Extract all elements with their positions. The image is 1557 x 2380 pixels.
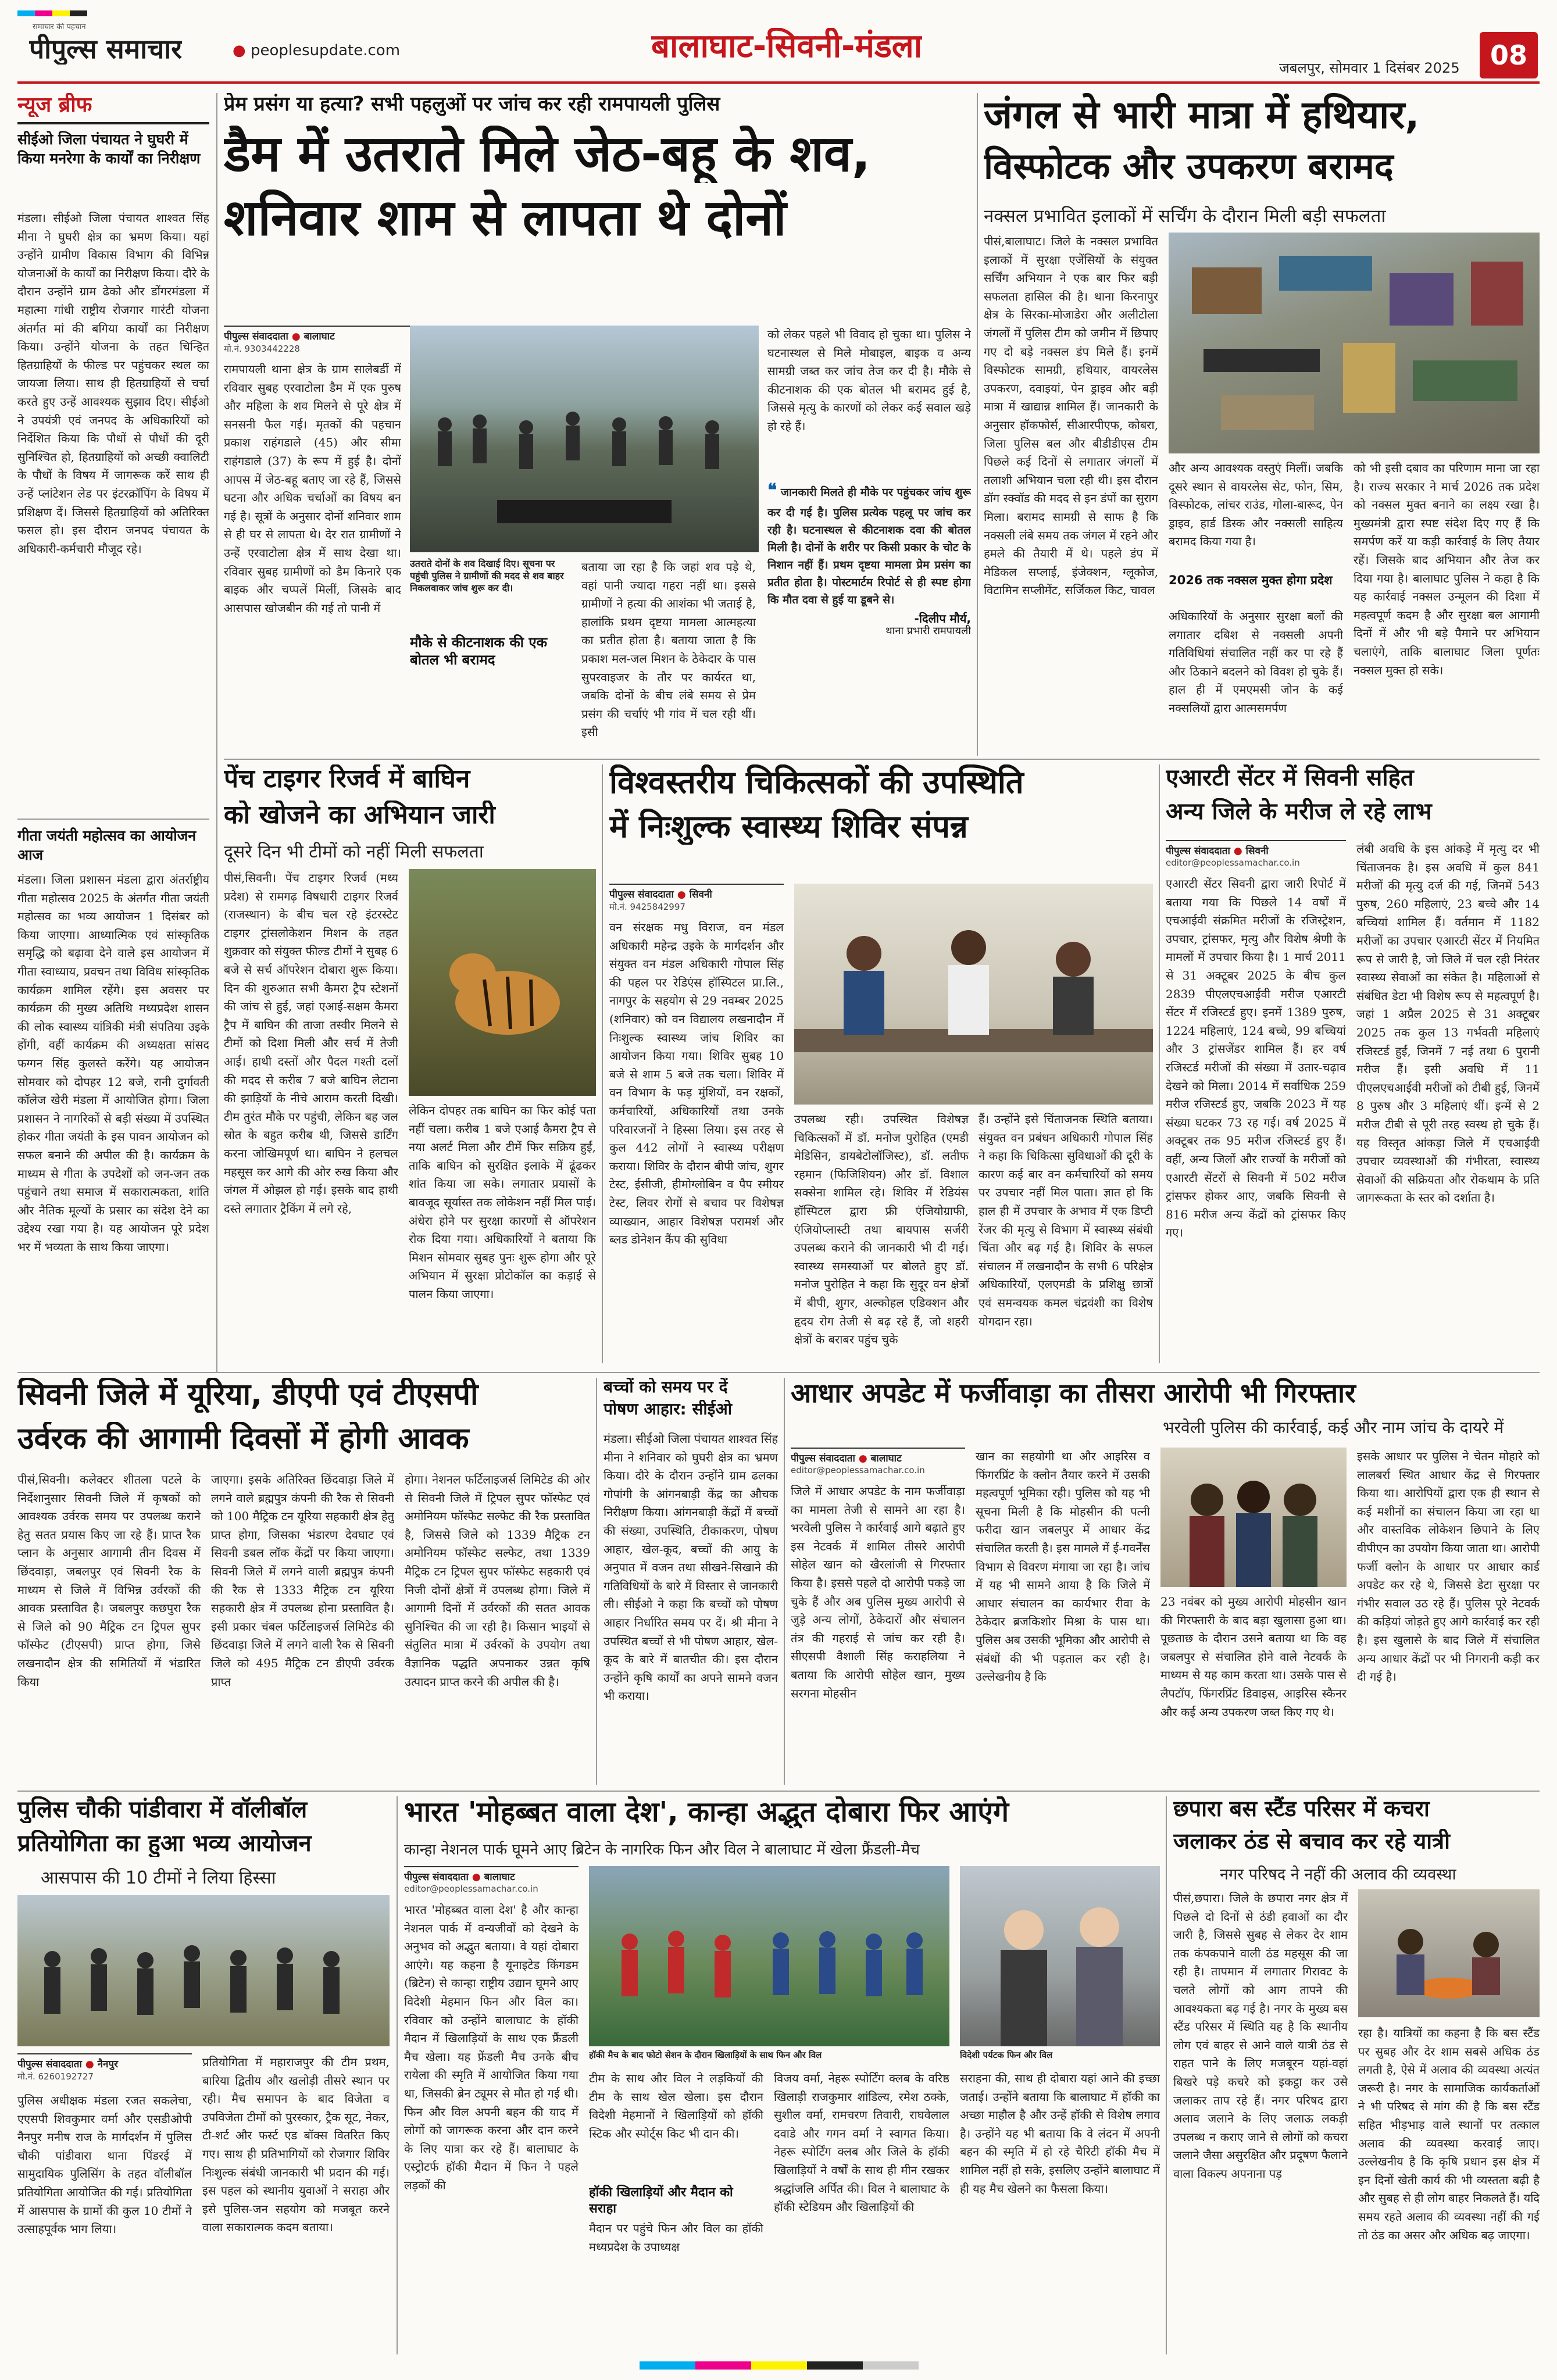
art-email: editor@peoplessamachar.co.in [1166, 857, 1300, 868]
aadhaar-photo [1160, 1448, 1347, 1587]
brief-item1-text: मंडला। सीईओ जिला पंचायत शाश्वत सिंह मीना ने घुघरी क्षेत्र का भ्रमण किया। यहां उन्होंने ग्रामीण विकास विभाग की विभिन्न योजनाओं के कार्यों का निरीक्षण किया। दौरे के दौरान उन्होंने ग्राम ढेको और डोंगरमंडला में महात्मा गांधी राष्ट्रीय रोजगार गारंटी योजना अंतर्गत मां की बगिया कार्यों का निरीक्षण किया। उन्होंने योजना के तहत चिन्हित हितग्राहियों के फील्ड पर पहुंचकर स्थल का जायजा लिया। साथ ही हितग्राहियों से चर्चा करते हुए उन्हें आवश्यक सुझाव दिए। सीईओ ने उपयंत्री एवं जनपद के अधिकारियों को निर्देशित किया कि पौधों से पौधों की दूरी सुनिश्चित हो, हितग्राहियों को अच्छी क्वालिटी के पौधों के विषय में जागरूक करें साथ ही उन्हें प्लांटेशन लेड पर इंटरक्रॉपिंग के विषय में प्रशिक्षण दें। जिससे हितग्राहियों को अतिरिक्त फसल हो। इस दौरान जनपद पंचायत के अधिकारी-कर्मचारी मौजूद रहे। [17, 211, 209, 556]
tiger-subhead: दूसरे दिन भी टीमों को नहीं मिली सफलता [224, 842, 484, 862]
nutrition-story [603, 1378, 778, 1785]
brief-item2-title: गीता जयंती महोत्सव का आयोजन आज [17, 827, 197, 863]
rule-volleyball [397, 1796, 398, 2354]
bharat-col4: सराहना की, साथ ही दोबारा यहां आने की इच्छा जताई। उन्होंने बताया कि बालाघाट में हॉकी का अच्छा माहौल है और उन्हें हॉकी से विशेष लगाव है। उन्होंने यह भी बताया कि वे लंदन में अपनी बहन की स्मृति में हो रहे चैरिटी हॉकी मैच में शामिल नहीं हो सके, इसलिए उन्होंने बालाघाट में ही यह मैच खेलने का फैसला किया। [960, 2071, 1160, 2196]
bharat-col2: टीम के साथ और विल ने लड़कियों की टीम के साथ खेल खेला। इस दौरान विदेशी मेहमानों ने खिलाड़ियों को हॉकी स्टिक और स्पोर्ट्स किट भी दान की। [589, 2071, 763, 2140]
volleyball-headline-2: प्रतियोगिता का हुआ भव्य आयोजन [17, 1830, 312, 1857]
lead-headline-2: शनिवार शाम से लापता थे दोनों [224, 190, 787, 247]
nutrition-headline-2: पोषण आहार: सीईओ [603, 1400, 733, 1418]
lead-col2b: बताया जा रहा है कि जहां शव पड़े थे, वहां पानी ज्यादा गहरा नहीं था। इससे ग्रामीणों ने हत्या की आशंका भी जताई है, हालांकि प्रथम दृष्टया मामला आत्महत्या का प्रतीत होता है। बताया जाता है कि प्रकाश मल-जल मिशन के ठेकेदार के पास सुपरवाइजर के तौर पर कार्यरत था, जबकि दोनों के बीच लंबे समय से प्रेम प्रसंग की चर्चाएं भी गांव में चल रही थीं। इसी [581, 560, 756, 739]
brief-label-a: न्यूज [17, 93, 52, 117]
lead-col3: को लेकर पहले भी विवाद हो चुका था। पुलिस ने घटनास्थल से मिले मोबाइल, बाइक व अन्य सामग्री जब्त कर जांच तेज कर दी है। मौके से कीटनाशक की एक बोतल भी बरामद हुई है, जिससे मृत्यु के कारणों को लेकर कई सवाल खड़े हो रहे हैं। [767, 327, 971, 433]
naxal-headline-1: जंगल से भारी मात्रा में हथियार, [984, 93, 1420, 137]
lead-photo-caption: उतराते दोनों के शव दिखाई दिए। सूचना पर पहुंची पुलिस ने ग्रामीणों की मदद से शव बाहर निकलवाकर जांच शुरू कर दी। [410, 558, 564, 594]
bus-col1: पीसं,छपारा। जिले के छपारा नगर क्षेत्र में पिछले दो दिनों से ठंडी हवाओं का दौर जारी है, जिससे सुबह से लेकर देर शाम तक कंपकपाने वाली ठंड महसूस की जा रही है। तापमान में लगातार गिरावट के चलते लोगों को आग तापने की आवश्यकता बढ़ गई है। नगर के मुख्य बस स्टैंड परिसर में स्थिति यह है कि स्थानीय लोग एवं बाहर से आने वाले यात्री ठंड से राहत पाने के लिए मजबूरन यहां-वहां बिखरे पड़े कचरे को इकट्ठा कर उसे जलाकर ताप रहे हैं। नगर परिषद द्वारा अलाव जलाने के लिए जलाऊ लकड़ी उपलब्ध न कराए जाने से लोगों को कचरा जलाने जैसा असुरक्षित और प्रदूषण फैलाने वाला विकल्प अपनाना पड़ [1173, 1891, 1348, 2181]
aadhaar-photo-scene [1160, 1448, 1347, 1587]
rule-urea [596, 1378, 597, 1785]
rule-brief [216, 93, 217, 1372]
aadhaar-subhead: भरवेली पुलिस की कार्रवाई, कई और नाम जांच के दायरे में [1163, 1418, 1504, 1437]
rule-bharat [1166, 1796, 1167, 2354]
lead-story [224, 93, 971, 756]
bharat-col2b: मैदान पर पहुंचे फिन और विल का हॉकी मध्यप्रदेश के उपाध्यक्ष [589, 2221, 763, 2254]
bharat-story [404, 1796, 1160, 2354]
bharat-subhead: कान्हा नेशनल पार्क घूमने आए ब्रिटेन के नागरिक फिन और विल ने बालाघाट में खेला फ्रैंडली-मैच [404, 1841, 920, 1859]
naxal-col3: को भी इसी दबाव का परिणाम माना जा रहा है। राज्य सरकार ने मार्च 2026 तक प्रदेश को नक्सल मुक्त बनाने का लक्ष्य रखा है। मुख्यमंत्री द्वारा स्पष्ट संदेश दिए गए हैं कि समर्पण करें या कड़ी कार्रवाई के लिए तैयार रहें। जिसके बाद अभियान और तेज कर दिया गया है। बालाघाट पुलिस ने कहा है कि यह कार्रवाई नक्सल उन्मूलन की दिशा में महत्वपूर्ण कदम है और सुरक्षा बल आगामी दिनों में और भी बड़े पैमाने पर अभियान चलाएंगे, ताकि बालाघाट जिला पूर्णतः नक्सल मुक्त हो सके। [1354, 461, 1540, 677]
urea-col2: जाएगा। इसके अतिरिक्त छिंदवाड़ा जिले में लगने वाले ब्रह्मपुत्र कंपनी की रैक से सिवनी को 100 मैट्रिक टन यूरिया सहकारी क्षेत्र हेतु प्राप्त होगा, जिसका भंडारण देवघाट एवं सिवनी डबल लॉक केंद्रों पर किया जाएगा। सिवनी जिले में लगने वाली ब्रह्मपुत्र कंपनी की रैक से 1333 मैट्रिक टन यूरिया सहकारी क्षेत्र में उपलब्ध होना प्रस्तावित है। इसी प्रकार चंबल फर्टिलाइजर्स लिमिटेड की छिंदवाड़ा जिले में लगने वाली रैक से सिवनी जिले को 495 मैट्रिक टन डीएपी उर्वरक प्राप्त [211, 1473, 394, 1689]
health-byline [609, 884, 784, 900]
health-photo-scene [794, 884, 1153, 1105]
website-text: peoplesupdate.com [250, 42, 401, 59]
rule-row1 [224, 759, 1540, 760]
art-col1: एआरटी सेंटर सिवनी द्वारा जारी रिपोर्ट में बताया गया कि पिछले 14 वर्षों में एचआईवी संक्रमित मरीजों के रजिस्ट्रेशन, उपचार, ट्रांसफर, मृत्यु और विशेष श्रेणी के मामलों में उपचार किया है। 1 मार्च 2011 से 31 अक्टूबर 2025 के बीच कुल 2839 पीएलएचआईवी मरीज एआरटी सेंटर में रजिस्टर्ड हुए। इनमें 1389 पुरुष, 1224 महिलाएं, 124 बच्चे, 99 बच्चियां और 3 ट्रांसजेंडर शामिल हैं। हर वर्ष रजिस्टर्ड मरीजों की संख्या में उतार-चढ़ाव देखने को मिला। 2014 में सर्वाधिक 259 मरीज रजिस्टर्ड हुए, जबकि 2023 में यह संख्या घटकर 73 रह गई। वर्ष 2025 में अक्टूबर तक 95 मरीज रजिस्टर्ड हुए हैं। वहीं, अन्य जिलों और राज्यों के मरीजों को एआरटी सेंटरों से सिवनी में 502 मरीज ट्रांसफर होकर आए, जबकि सिवनी से 816 मरीज अन्य केंद्रों को ट्रांसफर किए गए। [1166, 877, 1346, 1240]
naxal-col2b: अधिकारियों के अनुसार सुरक्षा बलों की लगातार दबिश से नक्सली अपनी गतिविधियां संचालित नहीं कर पा रहे हैं और ठिकाने बदलने को विवश हो चुके हैं। हाल ही में एमएमसी जोन के कई नक्सलियों द्वारा आत्मसमर्पण [1169, 609, 1343, 715]
byline-dot-icon: ● [677, 889, 686, 900]
bus-headline-1: छपारा बस स्टैंड परिसर में कचरा [1173, 1796, 1430, 1821]
bharat-col1: भारत 'मोहब्बत वाला देश' है और कान्हा नेशनल पार्क में वन्यजीवों को देखने के अनुभव को अद्भुत बताया। वे यहां दोबारा आएंगे। यह कहना है यूनाइटेड किंगडम (ब्रिटेन) से कान्हा राष्ट्रीय उद्यान घूमने आए विदेशी मेहमान फिन और विल का। रविवार को उन्होंने बालाघाट के हॉकी मैदान में खिलाड़ियों के साथ एक फ्रैंडली मैच खेला। यह फ्रेंडली मैच उनके बीच रायेला की स्मृति में आयोजित किया गया था, जिसकी ब्रेन ट्यूमर से मौत हो गई थी। फिन और विल अपनी बहन की याद में लोगों को जागरूक करना और दान करने के लिए यात्रा कर रहे हैं। बालाघाट के एस्ट्रोटर्फ हॉकी मैदान में फिन ने पहले लड़कों की [404, 1903, 578, 2192]
tiger-story [224, 764, 596, 1363]
brief-item1-title: सीईओ जिला पंचायत ने घुघरी में किया मनरेगा के कार्यों का निरीक्षण [17, 131, 201, 167]
bharat-photo-2 [960, 1866, 1160, 2046]
aadhaar-byline-place: बालाघाट [870, 1453, 902, 1464]
urea-headline-2: उर्वरक की आगामी दिवसों में होगी आवक [17, 1422, 469, 1456]
volleyball-byline-place: नैनपुर [97, 2059, 119, 2070]
volleyball-story [17, 1796, 390, 2354]
bharat-byline-name: पीपुल्स संवाददाता [404, 1871, 469, 1883]
globe-icon: ● [233, 42, 246, 59]
brief-label-b: ब्रीफ [58, 93, 92, 117]
quote-icon: ❝ [767, 480, 777, 501]
health-mobile: मो.नं. 9425842997 [609, 902, 685, 912]
tiger-headline-2: को खोजने का अभियान जारी [224, 801, 495, 830]
rule-row3 [17, 1791, 1540, 1792]
bharat-byline-place: बालाघाट [484, 1871, 515, 1883]
naxal-subhead: नक्सल प्रभावित इलाकों में सर्चिंग के दौरान मिली बड़ी सफलता [984, 206, 1386, 227]
art-byline-place: सिवनी [1245, 845, 1269, 857]
lead-byline-name: पीपुल्स संवाददाता [224, 331, 288, 342]
naxal-photo [1169, 233, 1540, 453]
byline-dot-icon: ● [858, 1453, 867, 1464]
health-byline-place: सिवनी [689, 889, 712, 900]
brief-rule [17, 122, 209, 124]
lead-quote-name: -दिलीप मौर्य, [914, 612, 971, 626]
bus-headline-2: जलाकर ठंड से बचाव कर रहे यात्री [1173, 1829, 1450, 1854]
byline-dot-icon: ● [85, 2059, 94, 2070]
urea-story [17, 1378, 590, 1785]
rule-tiger [602, 764, 603, 1363]
aadhaar-email: editor@peoplessamachar.co.in [791, 1465, 925, 1475]
bus-subhead: नगर परिषद ने नहीं की अलाव की व्यवस्था [1220, 1866, 1456, 1884]
volleyball-byline [17, 2053, 192, 2070]
bharat-byline [404, 1866, 578, 1883]
rule-health [1159, 764, 1160, 1363]
volleyball-col1: पुलिस अधीक्षक मंडला रजत सकलेचा, एएसपी शिवकुमार वर्मा और एसडीओपी नैनपुर मनीष राज के मार्गदर्शन में पुलिस चौकी पांडीवारा थाना पिंडरई में सामुदायिक पुलिसिंग के तहत वॉलीबॉल प्रतियोगिता आयोजित की गई। प्रतियोगिता में आसपास के ग्रामों की कुल 10 टीमों ने उत्साहपूर्वक भाग लिया। [17, 2093, 192, 2236]
volleyball-photo [17, 1895, 390, 2046]
masthead-rule [17, 81, 1540, 84]
rule-row2 [17, 1372, 1540, 1373]
news-brief [17, 93, 209, 1349]
brief-divider [17, 819, 209, 820]
rule-nutrition [784, 1378, 785, 1785]
naxal-col1: पीसं,बालाघाट। जिले के नक्सल प्रभावित इलाकों में सुरक्षा एजेंसियों के संयुक्त सर्चिंग अभियान ने एक बार फिर बड़ी सफलता हासिल की है। थाना किरनापुर क्षेत्र के सिरका-मोजाडेरा और अलीटोला जंगलों में पुलिस टीम को जमीन में छिपाए गए दो बड़े नक्सल डंप मिले हैं। इनमें विस्फोटक सामग्री, हथियार, वायरलेस उपकरण, दवाइयां, पेन ड्राइव और बड़ी मात्रा में खाद्यान्न शामिल हैं। जानकारी के अनुसार हॉकफोर्स, सीआरपीएफ, कोबरा, जिला पुलिस बल और बीडीडीएस टीम पिछले कई दिनों से लगातार जंगलों में तलाशी अभियान चला रही थी। इस दौरान डॉग स्क्वॉड की मदद से इन डंपों का सुराग मिला। बरामद सामग्री से साफ है कि नक्सली लंबे समय तक जंगल में रहने और हमले की तैयारी में थे। पहले डंप में मेडिकल सप्लाई, इंजेक्शन, ग्लूकोज, विटामिन सप्लीमेंट, सर्जिकल किट, चावल [984, 234, 1158, 598]
art-col2: लंबी अवधि के इस आंकड़े में मृत्यु दर भी चिंताजनक है। इस अवधि में कुल 841 मरीजों की मृत्यु दर्ज की गई, जिनमें 543 पुरुष, 260 महिलाएं, 23 बच्चे और 14 बच्चियां शामिल हैं। वर्तमान में 1182 मरीजों का उपचार एआरटी सेंटर में नियमित रूप से जारी है, जो जिले में चल रही निरंतर स्वास्थ्य सेवाओं का संकेत है। महिलाओं से संबंधित डेटा भी विशेष रूप से महत्वपूर्ण है। जहां 1 अप्रैल 2025 से 31 अक्टूबर 2025 तक कुल 13 गर्भवती महिलाएं रजिस्टर्ड हुईं, जिनमें 7 नई तथा 6 पुरानी मरीज हैं। इसी अवधि में 11 पीएलएचआईवी मरीजों को टीबी हुई, जिनमें 8 पुरुष और 3 महिलाएं थीं। इन्में से 2 मरीज टीबी से पूरी तरह स्वस्थ हो चुके हैं। यह विस्तृत आंकड़ा जिले में एचआईवी उपचार व्यवस्थाओं की गंभीरता, स्वास्थ्य सेवाओं की सक्रियता और रोकथाम के प्रति जागरूकता के स्तर को दर्शाता है। [1356, 842, 1540, 1205]
logo-block [29, 23, 238, 76]
naxal-photo-items [1169, 233, 1540, 453]
naxal-headline-2: विस्फोटक और उपकरण बरामद [984, 145, 1394, 187]
lead-kicker: प्रेम प्रसंग या हत्या? सभी पहलुओं पर जांच कर रही रामपायली पुलिस [224, 93, 720, 116]
rule-lead [977, 93, 978, 756]
nutrition-col1: मंडला। सीईओ जिला पंचायत शाश्वत सिंह मीना ने शनिवार को घुघरी क्षेत्र का भ्रमण किया। दौरे के दौरान उन्होंने ग्राम ढलका गोपांगी के आंगनबाड़ी केंद्र का औचक निरीक्षण किया। आंगनबाड़ी केंद्रों में बच्चों की संख्या, उपस्थिति, टीकाकरण, पोषण आहार, खेल-कूद, बच्चों की आयु के अनुपात में वजन तथा सीखने-सिखाने की गतिविधियों के बारे में विस्तार से जानकारी ली। सीईओ ने कहा कि बच्चों को पोषण आहार निर्धारित समय पर दें। श्री मीना ने उपस्थित बच्चों से भी पोषण आहार, खेल-कूद के बारे में बातचीत की। इस दौरान उन्होंने कृषि कार्यों का अपने सामने वजन भी कराया। [603, 1432, 778, 1703]
naxal-col2: और अन्य आवश्यक वस्तुएं मिलीं। जबकि दूसरे स्थान से वायरलेस सेट, फोन, सिम, विस्फोटक, लांचर राउंड, गोला-बारूद, पेन ड्राइव, हार्ड डिस्क और नक्सली साहित्य बरामद किया गया है। [1169, 461, 1343, 549]
bharat-headline: भारत 'मोहब्बत वाला देश', कान्हा अद्भुत दोबारा फिर आएंगे [404, 1796, 1009, 1828]
health-col3: हैं। उन्होंने इसे चिंताजनक स्थिति बताया। संयुक्त वन प्रबंधन अधिकारी गोपाल सिंह ने कहा कि चिकित्सा सुविधाओं की दूरी के कारण कई बार वन कर्मचारियों को समय पर उपचार नहीं मिल पाता। ज्ञात हो कि हाल ही में उपचार के अभाव में एक डिप्टी रेंजर की मृत्यु से विभाग में स्वास्थ्य संबंधी चिंता और बढ़ गई है। शिविर के सफल संचालन में लखनादौन के सभी 6 परिक्षेत्र अधिकारियों, एलएमडी के प्रशिक्षु छात्रों एवं समन्वयक कमल चंद्रवंशी का विशेष योगदान रहा। [979, 1112, 1153, 1328]
health-headline-1: विश्वस्तरीय चिकित्सकों की उपस्थिति [609, 764, 1024, 801]
lead-headline-1: डैम में उतराते मिले जेठ-बहू के शव, [224, 126, 871, 183]
aadhaar-photo-caption: 23 नवंबर को मुख्य आरोपी मोहसीन खान की गिरफ्तारी के बाद बड़ा खुलासा हुआ था। पूछताछ के दौरान उसने बताया था कि वह जबलपुर से संचालित होने वाले नेटवर्क के माध्यम से यह काम करता था। उसके पास से लैपटॉप, फिंगरप्रिंट डिवाइस, आइरिस स्कैनर और कई अन्य उपकरण जब्त किए गए थे। [1160, 1595, 1347, 1719]
lead-quote-text [767, 477, 971, 609]
bharat-photo-1 [589, 1866, 949, 2046]
health-byline-name: पीपुल्स संवाददाता [609, 889, 674, 900]
aadhaar-col1: जिले में आधार अपडेट के नाम फर्जीवाड़ा का मामला तेजी से सामने आ रहा है। भरवेली पुलिस ने कार्रवाई आगे बढ़ाते हुए इस नेटवर्क में शामिल तीसरे आरोपी सोहेल खान को खैरलांजी से गिरफ्तार किया है। इससे पहले दो आरोपी पकड़े जा चुके हैं और अब पुलिस मुख्य आरोपी से जुड़े अन्य लोगों, ठेकेदारों और संचालन तंत्र की गहराई से जांच कर रही है। सीएसपी वैशाली सिंह कराहलिया ने बताया कि आरोपी सोहेल खान, मुख्य सरगना मोहसीन [791, 1484, 965, 1700]
brief-item2-text: मंडला। जिला प्रशासन मंडला द्वारा अंतर्राष्ट्रीय गीता महोत्सव 2025 के अंतर्गत गीता जयंती महोत्सव का भव्य आयोजन 1 दिसंबर को किया जाएगा। आध्यात्मिक एवं सांस्कृतिक समृद्धि को बढ़ावा देने वाले इस आयोजन में गीता स्वाध्याय, प्रवचन तथा विविध सांस्कृतिक कार्यक्रम शामिल रहेंगे। इस अवसर पर कार्यक्रम की मुख्य अतिथि मध्यप्रदेश शासन की लोक स्वास्थ्य यांत्रिकी मंत्री संपतिया उइके होंगी, वहीं कार्यक्रम की अध्यक्षता सांसद फग्गन सिंह कुलस्ते करेंगे। यह आयोजन सोमवार को दोपहर 12 बजे, रानी दुर्गावती कॉलेज खेरी मंडला में आयोजित होगा। जिला प्रशासन ने नागरिकों से बड़ी संख्या में उपस्थित होकर गीता जयंती के इस पावन आयोजन को सफल बनाने की अपील की है। कार्यक्रम के माध्यम से गीता के उपदेशों को जन-जन तक पहुंचाने तथा समाज में सकारात्मकता, शांति और नैतिक मूल्यों के प्रसार का संदेश देने का उद्देश्य रखा गया है। यह आयोजन पूरे प्रदेश भर में भव्यता के साथ किया जाएगा। [17, 873, 209, 1254]
volleyball-byline-name: पीपुल्स संवाददाता [17, 2059, 82, 2070]
lead-col1: रामपायली थाना क्षेत्र के ग्राम सालेबर्डी में रविवार सुबह एरवाटोला डैम में एक पुरुष और महिला के शव मिलने से पूरे क्षेत्र में सनसनी फैल गई। मृतकों की पहचान प्रकाश राहंगडाले (45) और सीमा राहंगडाले (37) के रूप में हुई है। दोनों आपस में जेठ-बहू बताए जा रहे हैं, जिससे घटना और अधिक चर्चाओं का विषय बन गई है। सूत्रों के अनुसार दोनों शनिवार शाम से ही घर से लापता थे। देर रात ग्रामीणों ने उन्हें एरवाटोला क्षेत्र में साथ देखा था। रविवार सुबह ग्रामीणों को डैम किनारे एक बाइक और चप्पलें मिलीं, जिसके बाद आसपास खोजबीन की गई तो पानी में [224, 362, 401, 615]
volleyball-subhead: आसपास की 10 टीमों ने लिया हिस्सा [41, 1868, 276, 1888]
aadhaar-story [791, 1378, 1540, 1785]
lead-quote [767, 477, 971, 756]
naxal-story [984, 93, 1540, 756]
lead-subhead: मौके से कीटनाशक की एक बोतल भी बरामद [410, 634, 548, 668]
masthead [0, 0, 1557, 87]
brief-label [17, 93, 92, 117]
tiger-col2: लेकिन दोपहर तक बाघिन का फिर कोई पता नहीं चला। करीब 1 बजे एआई कैमरा ट्रैप से नया अलर्ट मिला और टीमें फिर सक्रिय हुईं, ताकि बाघिन को सुरक्षित इलाके में ढूंढकर शांत किया जा सके। लगातार प्रयासों के बावजूद सूर्यास्त तक लोकेशन नहीं मिल पाई। अंधेरा होने पर सुरक्षा कारणों से ऑपरेशन रोक दिया गया। अधिकारियों ने बताया कि मिशन सोमवार सुबह पुनः शुरू होगा और पूरे अभियान में सुरक्षा प्रोटोकॉल का कड़ाई से पालन किया जाएगा। [409, 1103, 596, 1301]
volleyball-mobile: मो.नं. 6260192727 [17, 2071, 94, 2082]
lead-quote-role: थाना प्रभारी रामपायली [885, 625, 971, 638]
naxal-subhead2: 2026 तक नक्सल मुक्त होगा प्रदेश [1169, 573, 1333, 587]
volleyball-headline-1: पुलिस चौकी पांडीवारा में वॉलीबॉल [17, 1796, 308, 1823]
lead-byline-place: बालाघाट [303, 331, 335, 342]
art-headline-2: अन्य जिले के मरीज ले रहे लाभ [1166, 798, 1432, 825]
date-line: जबलपुर, सोमवार 1 दिसंबर 2025 [1279, 60, 1460, 76]
volleyball-photo-scene [17, 1895, 390, 2046]
lead-mobile: मो.नं. 9303442228 [224, 344, 300, 354]
bus-photo [1358, 1889, 1540, 2017]
lead-quote-body: जानकारी मिलते ही मौके पर पहुंचकर जांच शुरू कर दी गई है। पुलिस प्रत्येक पहलू पर जांच कर रही है। घटनास्थल से कीटनाशक दवा की बोतल मिली है। दोनों के शरीर पर किसी प्रकार के चोट के निशान नहीं हैं। प्रथम दृष्टया मामला प्रेम प्रसंग का प्रतीत होता है। पोस्टमार्टम रिपोर्ट से ही स्पष्ट होगा कि मौत दवा से हुई या डूबने से। [767, 486, 971, 607]
art-byline-name: पीपुल्स संवाददाता [1166, 845, 1230, 857]
page-number: 08 [1480, 32, 1538, 78]
tiger-photo [409, 869, 596, 1096]
aadhaar-byline-name: पीपुल्स संवाददाता [791, 1453, 855, 1464]
logo-tag: समाचार की पहचान [33, 23, 86, 31]
bus-col2: रहा है। यात्रियों का कहना है कि बस स्टैंड पर सुबह और देर शाम सबसे अधिक ठंड लगती है, ऐसे में अलाव की व्यवस्था अत्यंत जरूरी है। नगर के सामाजिक कार्यकर्ताओं ने भी परिषद से मांग की है कि बस स्टैंड सहित भीड़भाड़ वाले स्थानों पर तत्काल अलाव की व्यवस्था करवाई जाए। उल्लेखनीय है कि कृषि प्रधान इस क्षेत्र में इन दिनों खेती कार्य की भी व्यस्तता बढ़ी है और सुबह से ही लोग बाहर निकलते हैं। यदि समय रहते अलाव की व्यवस्था नहीं की गई तो ठंड का असर और अधिक बढ़ जाएगा। [1358, 2026, 1540, 2242]
urea-col1: पीसं,सिवनी। कलेक्टर शीतला पटले के निर्देशानुसार सिवनी जिले में कृषकों को आवश्यक उर्वरक समय पर उपलब्ध कराने हेतु सतत प्रयास किए जा रहे हैं। प्राप्त रैक प्लान के अनुसार आगामी तीन दिवस में छिंदवाड़ा, जबलपुर एवं सिवनी रैक के माध्यम से जिले में विभिन्न उर्वरकों की आवक प्रस्तावित है। जबलपुर कछपुरा रैक से जिले को 90 मैट्रिक टन ट्रिपल सुपर फॉस्फेट (टीएसपी) प्राप्त होगा, जिसे लखनादौन क्षेत्र की समितियों में भंडारित किया [17, 1473, 201, 1689]
edition-title: बालाघाट-सिवनी-मंडला [651, 28, 923, 65]
bus-story [1173, 1796, 1540, 2354]
health-col2: उपलब्ध रही। उपस्थित विशेषज्ञ चिकित्सकों में डॉ. मनोज पुरोहित (एमडी मेडिसिन, डायबेटोलॉजिस्ट), डॉ. लतीफ रहमान (फिजिशियन) और डॉ. विशाल सक्सेना शामिल रहे। शिविर में रेडियंस हॉस्पिटल द्वारा फ्री एंजियोग्राफी, एंजियोप्लास्टी तथा बायपास सर्जरी उपलब्ध कराने की जानकारी भी दी गई। स्वास्थ्य समस्याओं पर बोलते हुए डॉ. मनोज पुरोहित ने कहा कि सुदूर वन क्षेत्रों में बीपी, शुगर, अल्कोहल एडिक्शन और हृदय रोग तेजी से बढ़ रहे हैं, जो शहरी क्षेत्रों के बराबर पहुंच चुके [794, 1112, 969, 1347]
bharat-subhead2: हॉकी खिलाड़ियों और मैदान को सराहा [589, 2185, 733, 2216]
lead-photo [410, 326, 759, 552]
bharat-photo-1-scene [589, 1866, 949, 2046]
urea-col3: होगा। नेशनल फर्टिलाइजर्स लिमिटेड की ओर से सिवनी जिले में ट्रिपल सुपर फॉस्फेट एवं अमोनियम फॉस्फेट सल्फेट की रैक प्रस्तावित है, जिससे जिले को 1339 मैट्रिक टन अमोनियम फॉस्फेट सल्फेट, तथा 1339 मैट्रिक टन ट्रिपल सुपर फॉस्फेट सहकारी एवं निजी दोनों क्षेत्रों में उपलब्ध होगा। जिले में आगामी दिनों में उर्वरकों की सतत आवक सुनिश्चित की जा रही है। किसान भाइयों से संतुलित मात्रा में उर्वरकों के उपयोग तथा वैज्ञानिक पद्धति अपनाकर उन्नत कृषि उत्पादन प्राप्त करने की अपील की है। [405, 1473, 590, 1689]
aadhaar-col3: इसके आधार पर पुलिस ने चेतन मोहारे को लालबर्रा स्थित आधार केंद्र से गिरफ्तार किया था। आरोपियों द्वारा एक ही स्थान से कई मशीनों का संचालन किया जा रहा था और वास्तविक लोकेशन छिपाने के लिए वीपीएन का उपयोग किया जाता था। आरोपी फर्जी क्लोन के आधार पर आधार कार्ड अपडेट कर रहे थे, जिससे डेटा सुरक्षा पर गंभीर सवाल उठ रहे हैं। पुलिस पूरे नेटवर्क की कड़ियां जोड़ते हुए आगे कार्रवाई कर रही है। इस खुलासे के बाद जिले में संचालित अन्य आधार केंद्रों पर भी निगरानी कड़ी कर दी गई है। [1357, 1449, 1540, 1684]
website [233, 42, 400, 59]
bharat-photo-2-scene [960, 1866, 1160, 2046]
tiger-col1: पीसं,सिवनी। पेंच टाइगर रिजर्व (मध्य प्रदेश) से रामगढ़ विषधारी टाइगर रिजर्व (राजस्थान) के बीच चल रहे इंटरस्टेट टाइगर ट्रांसलोकेशन मिशन के तहत शुक्रवार को संयुक्त फील्ड टीमों ने सुबह 6 बजे से सर्च ऑपरेशन दोबारा शुरू किया। दिन की शुरुआत सभी कैमरा ट्रैप स्टेशनों की जांच से हुई, जहां एआई-सक्षम कैमरा ट्रैप में बाघिन की ताजा तस्वीर मिलने से टीमों को दिशा मिली और सर्च में तेजी आई। हाथी दस्तों और पैदल गश्ती दलों की मदद से करीब 7 बजे बाघिन लेटाना की झाड़ियों के नीचे आराम करती दिखी। टीम तुरंत मौके पर पहुंची, लेकिन बह जल स्रोत के बहुत करीब थी, जिससे डार्टिंग करना जोखिमपूर्ण था। बाघिन ने हलचल महसूस कर आगे की ओर रुख किया और जंगल में ओझल हो गई। इसके बाद हाथी दस्ते लगातार ट्रैकिंग में लगे रहे, [224, 871, 398, 1216]
lead-byline [224, 326, 416, 342]
nutrition-headline-1: बच्चों को समय पर दें [603, 1378, 728, 1396]
logo: पीपुल्स समाचार [29, 34, 183, 65]
health-story [609, 764, 1153, 1363]
health-headline-2: में निःशुल्क स्वास्थ्य शिविर संपन्न [609, 809, 968, 845]
art-story [1166, 764, 1540, 1363]
bus-photo-scene [1358, 1889, 1540, 2017]
color-bar-top [17, 10, 87, 16]
color-bar-bottom [640, 2361, 919, 2370]
tiger-photo-scene [409, 869, 596, 1096]
bharat-col3: विजय वर्मा, नेहरू स्पोर्टिंग क्लब के वरिष्ठ खिलाड़ी राजकुमार शांडिल्य, रमेश ठक्के, सुशील वर्मा, रामचरण तिवारी, राघवेलाल दवाडे और गगन वर्मा ने स्वागत किया। नेहरू स्पोर्टिंग क्लब और जिले के हॉकी खिलाड़ियों ने वर्षों के साथ ही मीन रखकर श्रद्धांजलि अर्पित की। विल ने बालाघाट के हॉकी स्टेडियम और खिलाड़ियों की [774, 2071, 949, 2214]
bharat-email: editor@peoplessamachar.co.in [404, 1884, 538, 1894]
health-photo [794, 884, 1153, 1105]
volleyball-col2: प्रतियोगिता में महाराजपुर की टीम प्रथम, बारिया द्वितीय और खलोड़ी तीसरे स्थान पर रही। मैच समापन के बाद विजेता व उपविजेता टीमों को पुरस्कार, ट्रैक सूट, नेकर, टी-शर्ट और फर्स्ट एड बॉक्स वितरित किए गए। साथ ही प्रतिभागियों को रोजगार शिविर निःशुल्क संबंधी जानकारी भी प्रदान की गई। इस पहल को स्थानीय युवाओं ने सराहा और इसे पुलिस-जन सहयोग को मजबूत करने वाला सकारात्मक कदम बताया। [202, 2055, 390, 2235]
lead-photo-scene [410, 326, 759, 552]
art-byline [1166, 840, 1346, 857]
urea-headline-1: सिवनी जिले में यूरिया, डीएपी एवं टीएसपी [17, 1378, 478, 1412]
aadhaar-headline: आधार अपडेट में फर्जीवाड़ा का तीसरा आरोपी भी गिरफ्तार [791, 1378, 1356, 1409]
tiger-headline-1: पेंच टाइगर रिजर्व में बाघिन [224, 764, 470, 794]
byline-dot-icon: ● [1233, 845, 1242, 857]
aadhaar-col2: खान का सहयोगी था और आइरिस व फिंगरप्रिंट के क्लोन तैयार करने में उसकी महत्वपूर्ण भूमिका रही। पुलिस को यह भी सूचना मिली है कि मोहसीन की पत्नी फरीदा खान जबलपुर में आधार केंद्र संचालित करती है। इस मामले में ई-गवर्नेंस विभाग से विवरण मंगाया जा रहा है। जांच में यह भी सामने आया है कि जिले में आधार संचालन का कार्यभार रीवा के ठेकेदार ब्रजकिशोर मिश्रा के पास था। पुलिस अब उसकी भूमिका और आरोपी से संबंधों की भी पड़ताल कर रही है। उल्लेखनीय है कि [976, 1449, 1150, 1684]
byline-dot-icon: ● [472, 1871, 481, 1883]
bharat-photo-2-caption: विदेशी पर्यटक फिन और विल [960, 2050, 1053, 2060]
health-col1: वन संरक्षक मधु विराज, वन मंडल अधिकारी महेन्द्र उइके के मार्गदर्शन और संयुक्त वन मंडल अधिकारी गोपाल सिंह की पहल पर रेडिएंस हॉस्पिटल प्रा.लि., नागपुर के सहयोग से 29 नवम्बर 2025 (शनिवार) को वन विद्यालय लखनादौन में निःशुल्क स्वास्थ्य जांच शिविर का आयोजन किया गया। शिविर सुबह 10 बजे से शाम 5 बजे तक चला। शिविर में वन विभाग के फड़ मुंशियों, वन रक्षकों, कर्मचारियों, अधिकारियों तथा उनके परिवारजनों ने हिस्सा लिया। इस तरह से कुल 442 लोगों ने स्वास्थ्य परीक्षण कराया। शिविर के दौरान बीपी जांच, शुगर टेस्ट, ईसीजी, हीमोग्लोबिन व पैप स्मीयर टेस्ट, लिवर रोगों से बचाव पर विशेषज्ञ व्याख्यान, आहार विशेषज्ञ परामर्श और ब्लड डोनेशन कैंप की सुविधा [609, 920, 784, 1247]
aadhaar-byline [791, 1448, 965, 1464]
byline-dot-icon: ● [291, 331, 301, 342]
art-headline-1: एआरटी सेंटर में सिवनी सहित [1166, 764, 1414, 791]
bharat-photo-1-caption: हॉकी मैच के बाद फोटो सेशन के दौरान खिलाड़ियों के साथ फिन और विल [589, 2050, 822, 2060]
